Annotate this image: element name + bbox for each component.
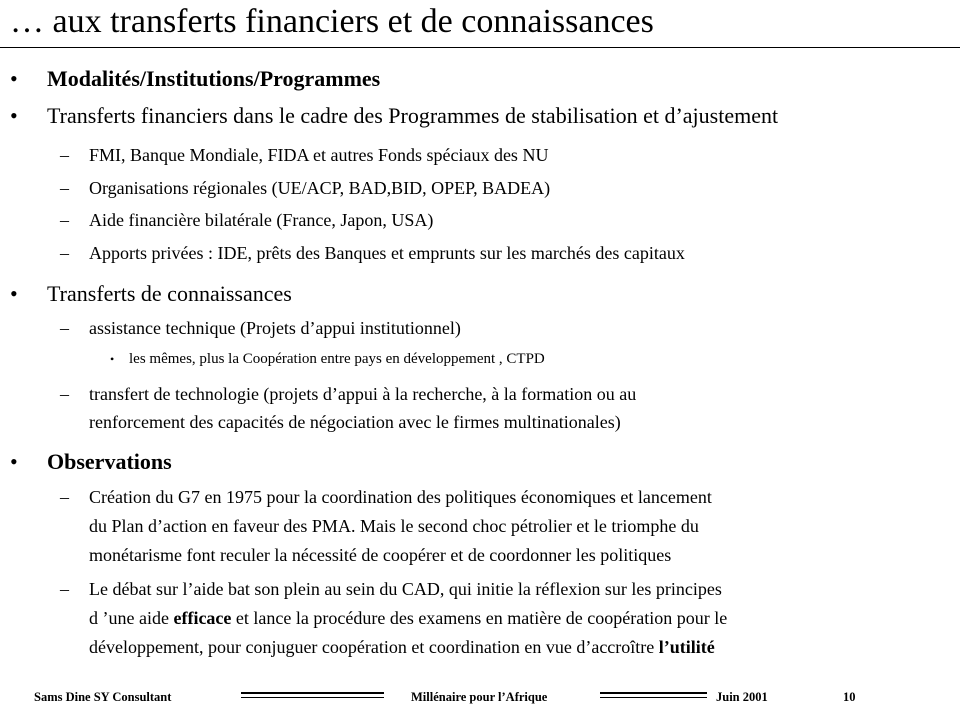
subsubitem-ctpd: les mêmes, plus la Coopération entre pays en développement , CTPD — [129, 351, 545, 367]
subitem-fmi: FMI, Banque Mondiale, FIDA et autres Fonds spéciaux des NU — [89, 145, 549, 165]
item-transferts-connaissances: Transferts de connaissances — [47, 281, 292, 306]
dash-marker: – — [60, 210, 69, 230]
bullet-marker: • — [10, 103, 18, 128]
subitem-apports-prives: Apports privées : IDE, prêts des Banques et emprunts sur les marchés des capitaux — [89, 243, 685, 263]
observation-g7-line1: Création du G7 en 1975 pour la coordination des politiques économiques et lancement — [89, 487, 712, 507]
observation-cad-line2-pre: d ’une aide — [89, 608, 174, 628]
item-transferts-financiers: Transferts financiers dans le cadre des Programmes de stabilisation et d’ajustement — [47, 103, 779, 128]
subitem-organisations: Organisations régionales (UE/ACP, BAD,BID, OPEP, BADEA) — [89, 178, 551, 198]
observation-cad-line3-pre: développement, pour conjuguer coopération et coordination en vue d’accroître — [89, 637, 659, 657]
subitem-assistance-technique: assistance technique (Projets d’appui institutionnel) — [89, 318, 461, 338]
observation-cad-line1: Le débat sur l’aide bat son plein au sein du CAD, qui initie la réflexion sur les principes — [89, 579, 722, 599]
subitem-aide-bilaterale: Aide financière bilatérale (France, Japon, USA) — [89, 210, 434, 230]
observation-cad-line2 — [89, 604, 727, 633]
footer-author: Sams Dine SY Consultant — [34, 690, 172, 704]
bullet-marker: • — [10, 281, 18, 306]
subitem-transfert-technologie-line2: renforcement des capacités de négociation avec le firmes multinationales) — [89, 412, 621, 432]
footer-rule-right — [600, 692, 707, 698]
bullet-marker: • — [10, 66, 18, 91]
dot-marker: • — [110, 352, 115, 366]
observation-cad-line2-post: et lance la procédure des examens en matière de coopération pour le — [231, 608, 728, 628]
bullet-marker: • — [10, 449, 18, 474]
dash-marker: – — [60, 579, 69, 599]
dash-marker: – — [60, 145, 69, 165]
footer-date: Juin 2001 — [716, 690, 768, 704]
dash-marker: – — [60, 178, 69, 198]
footer-page-number: 10 — [843, 690, 856, 704]
dash-marker: – — [60, 487, 69, 507]
emphasis-efficace: efficace — [173, 608, 232, 628]
observation-g7-line2: du Plan d’action en faveur des PMA. Mais le second choc pétrolier et le triomphe du — [89, 516, 699, 536]
slide-title: … aux transferts financiers et de connaissances — [10, 3, 654, 40]
footer-center-title: Millénaire pour l’Afrique — [411, 690, 548, 704]
heading-modalites: Modalités/Institutions/Programmes — [47, 66, 381, 91]
footer-rule-left — [241, 692, 384, 698]
observation-g7-line3: monétarisme font reculer la nécessité de coopérer et de coordonner les politiques — [89, 545, 672, 565]
dash-marker: – — [60, 318, 69, 338]
emphasis-utilite: l’utilité — [658, 637, 715, 657]
dash-marker: – — [60, 384, 69, 404]
observation-cad-line3 — [89, 633, 715, 662]
dash-marker: – — [60, 243, 69, 263]
slide-footer — [0, 686, 960, 708]
heading-observations: Observations — [47, 449, 172, 474]
subitem-transfert-technologie-line1: transfert de technologie (projets d’appui à la recherche, à la formation ou au — [89, 384, 637, 404]
